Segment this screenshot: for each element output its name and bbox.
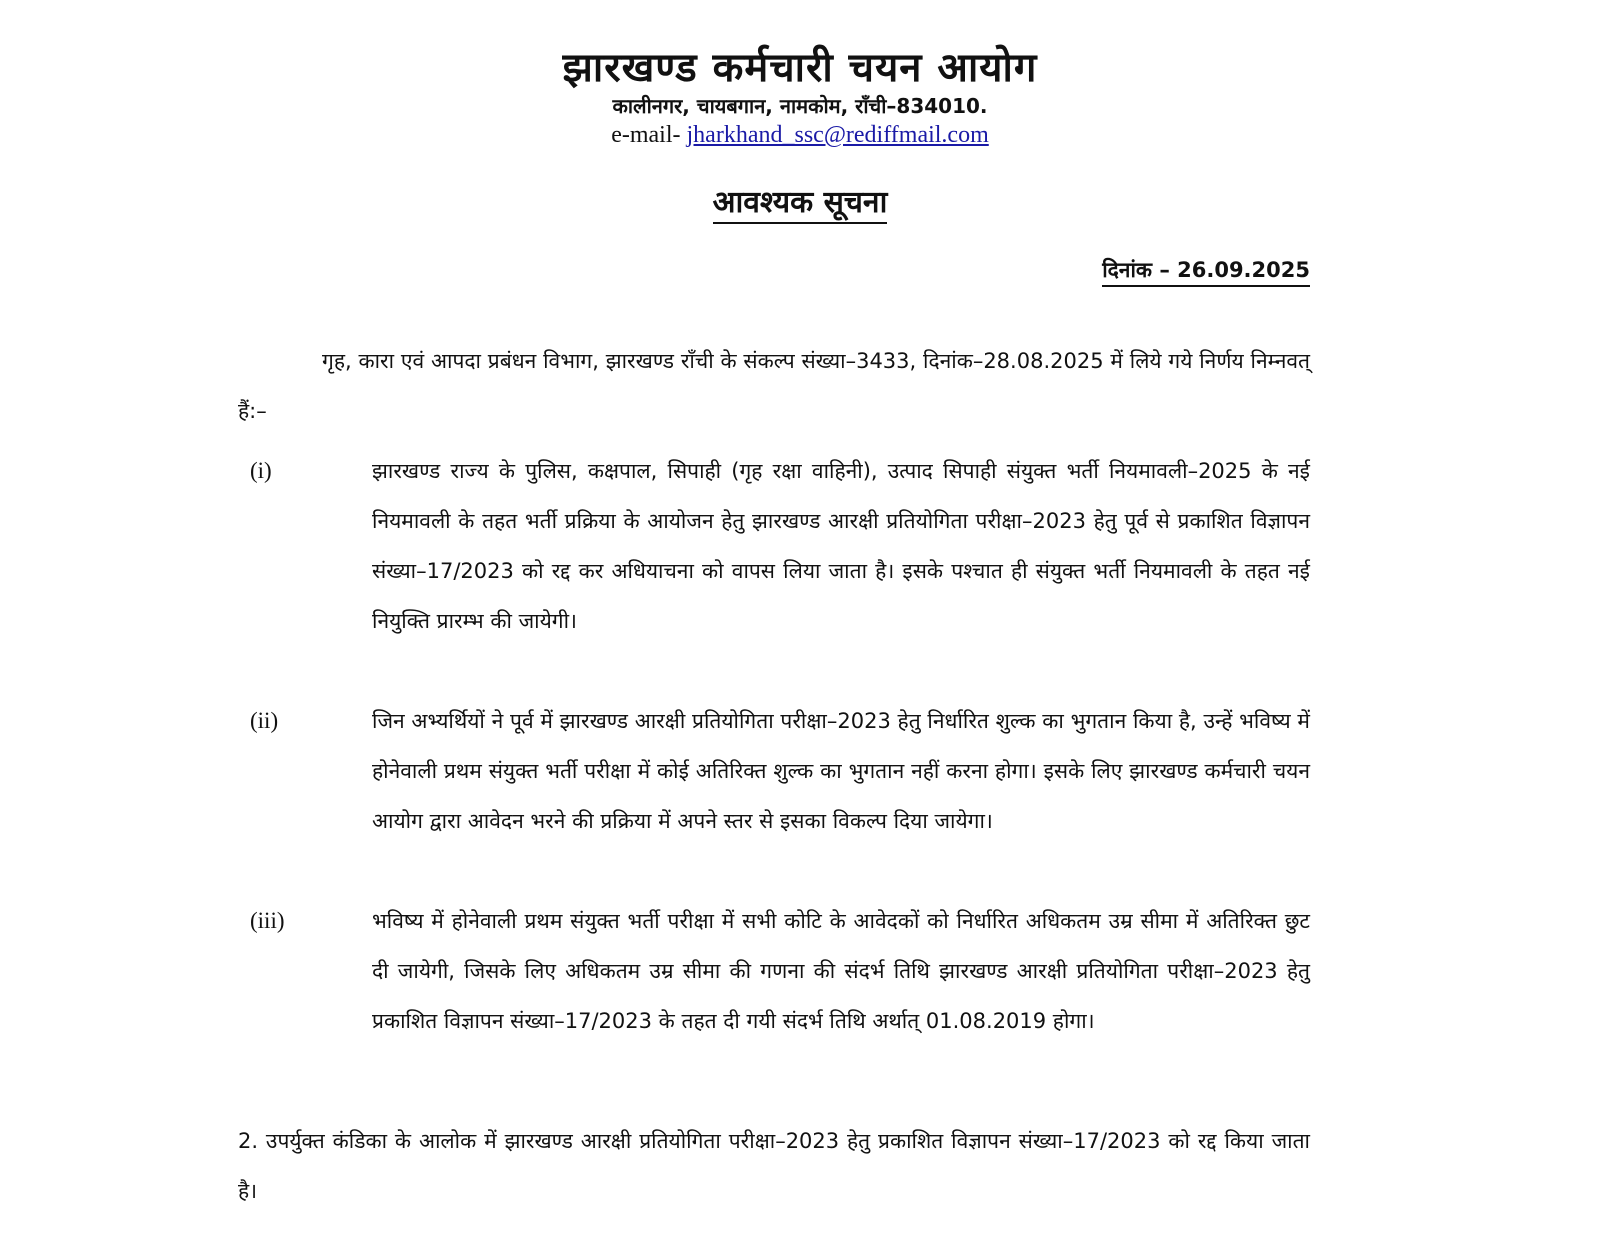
email-line	[0, 122, 1600, 149]
organization-address: कालीनगर, चायबगान, नामकोम, राँची–834010.	[612, 94, 988, 118]
email-link[interactable]: jharkhand_ssc@rediffmail.com	[686, 122, 989, 148]
item-number: (i)	[250, 458, 272, 483]
intro-paragraph: गृह, कारा एवं आपदा प्रबंधन विभाग, झारखण्ड राँची के संकल्प संख्या–3433, दिनांक–28.08.2025 में लिये गये निर्णय निम्नवत् हैं:–	[238, 349, 1310, 423]
item-text: झारखण्ड राज्य के पुलिस, कक्षपाल, सिपाही (गृह रक्षा वाहिनी), उत्पाद सिपाही संयुक्त भर्ती नियमावली–2025 के नई नियमावली के तहत भर्ती प्रक्रिया के आयोजन हेतु झारखण्ड आरक्षी प्रतियोगिता परीक्षा–2023 हेतु पूर्व से प्रकाशित विज्ञापन संख्या–17/2023 को रद्द कर अधियाचना को वापस लिया जाता है। इसके पश्चात ही संयुक्त भर्ती नियमावली के तहत नई नियुक्ति प्रारम्भ की जायेगी।	[372, 459, 1310, 633]
item-text: भविष्य में होनेवाली प्रथम संयुक्त भर्ती परीक्षा में सभी कोटि के आवेदकों को निर्धारित अधिकतम उम्र सीमा में अतिरिक्त छुट दी जायेगी, जिसके लिए अधिकतम उम्र सीमा की गणना की संदर्भ तिथि झारखण्ड आरक्षी प्रतियोगिता परीक्षा–2023 हेतु प्रकाशित विज्ञापन संख्या–17/2023 के तहत दी गयी संदर्भ तिथि अर्थात् 01.08.2019 होगा।	[372, 909, 1310, 1033]
notice-date: दिनांक – 26.09.2025	[1102, 256, 1310, 287]
email-label: e-mail-	[611, 122, 687, 148]
item-number: (ii)	[250, 708, 279, 733]
organization-title: झारखण्ड कर्मचारी चयन आयोग	[562, 45, 1038, 91]
notice-title-text: आवश्यक सूचना	[713, 185, 888, 224]
notice-title	[0, 180, 1600, 221]
closing-paragraph: 2. उपर्युक्त कंडिका के आलोक में झारखण्ड आरक्षी प्रतियोगिता परीक्षा–2023 हेतु प्रकाशित विज्ञापन संख्या–17/2023 को रद्द किया जाता है।	[238, 1129, 1310, 1203]
item-text: जिन अभ्यर्थियों ने पूर्व में झारखण्ड आरक्षी प्रतियोगिता परीक्षा–2023 हेतु निर्धारित शुल्क का भुगतान किया है, उन्हें भविष्य में होनेवाली प्रथम संयुक्त भर्ती परीक्षा में कोई अतिरिक्त शुल्क का भुगतान नहीं करना होगा। इसके लिए झारखण्ड कर्मचारी चयन आयोग द्वारा आवेदन भरने की प्रक्रिया में अपने स्तर से इसका विकल्प दिया जायेगा।	[372, 709, 1310, 833]
item-number: (iii)	[250, 908, 285, 933]
